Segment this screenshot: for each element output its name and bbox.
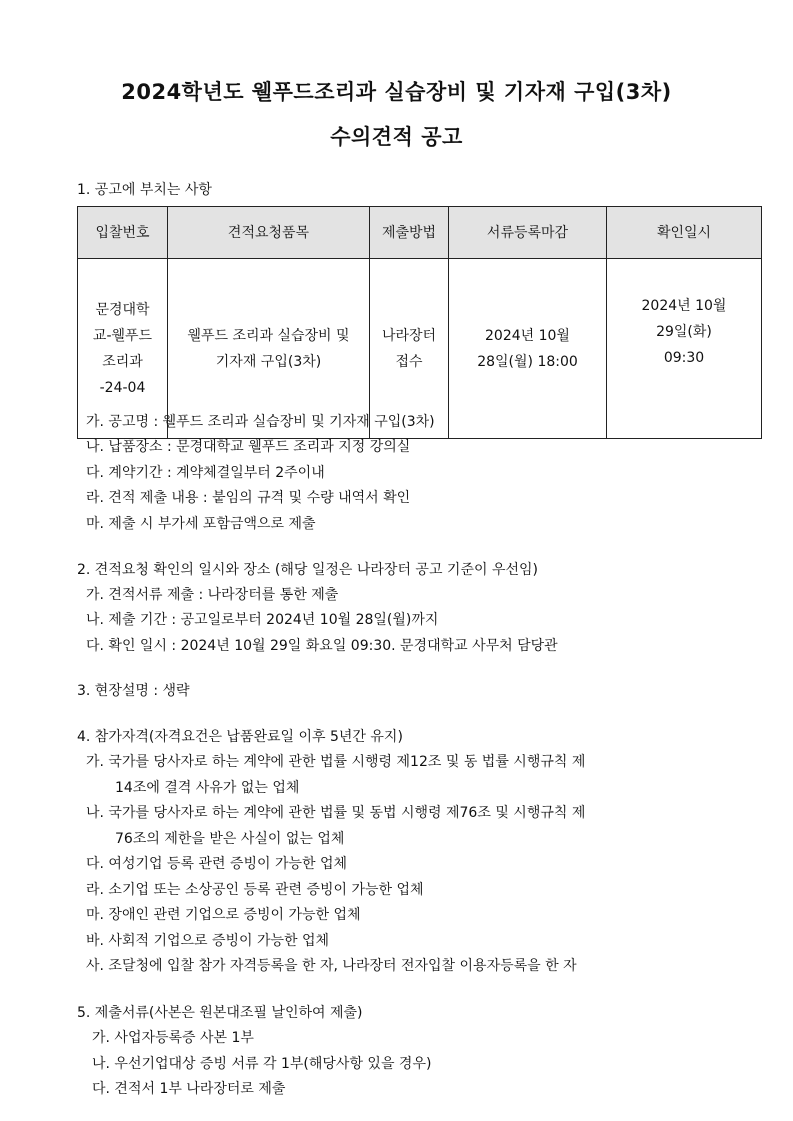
section5-heading: 5. 제출서류(사본은 원본대조필 날인하여 제출): [77, 1005, 363, 1021]
cell-text: 접수: [395, 353, 423, 370]
list-item-continuation: 14조에 결격 사유가 없는 업체: [115, 780, 300, 796]
list-item: 가. 공고명 : 웰푸드 조리과 실습장비 및 기자재 구입(3차): [86, 414, 435, 430]
bid-table: [77, 206, 762, 439]
list-item: 마. 제출 시 부가세 포함금액으로 제출: [86, 516, 316, 532]
cell-confirm: [607, 259, 762, 439]
section2-heading: 2. 견적요청 확인의 일시와 장소 (해당 일정은 나라장터 공고 기준이 우선임): [77, 562, 538, 578]
table-row: [78, 259, 762, 439]
list-item: 사. 조달청에 입찰 참가 자격등록을 한 자, 나라장터 전자입찰 이용자등록을 한 자: [86, 958, 577, 974]
cell-text: 나라장터: [381, 327, 437, 344]
list-item: 가. 견적서류 제출 : 나라장터를 통한 제출: [86, 587, 339, 603]
cell-text: 28일(월) 18:00: [477, 353, 578, 370]
cell-text: 기자재 구입(3차): [215, 353, 322, 370]
list-item: 나. 국가를 당사자로 하는 계약에 관한 법률 및 동법 시행령 제76조 및 시행규칙 제: [86, 805, 586, 821]
cell-bid-no: [78, 259, 168, 439]
list-item: 바. 사회적 기업으로 증빙이 가능한 업체: [86, 933, 330, 949]
list-item: 나. 우선기업대상 증빙 서류 각 1부(해당사항 있을 경우): [92, 1056, 432, 1072]
cell-text: -24-04: [99, 379, 146, 396]
cell-item: [168, 259, 370, 439]
section3-heading: 3. 현장설명 : 생략: [77, 683, 190, 699]
section4-heading: 4. 참가자격(자격요건은 납품완료일 이후 5년간 유지): [77, 729, 403, 745]
header-bid-no: 입찰번호: [78, 207, 168, 259]
cell-text: 조리과: [102, 353, 143, 370]
header-item: 견적요청품목: [168, 207, 370, 259]
cell-text: 웰푸드 조리과 실습장비 및: [187, 327, 350, 344]
list-item: 나. 제출 기간 : 공고일로부터 2024년 10월 28일(월)까지: [86, 612, 439, 628]
header-confirm: 확인일시: [607, 207, 762, 259]
list-item: 가. 국가를 당사자로 하는 계약에 관한 법률 시행령 제12조 및 동 법률 시행규칙 제: [86, 754, 586, 770]
cell-text: 2024년 10월: [485, 327, 570, 344]
cell-method: [370, 259, 449, 439]
list-item: 라. 견적 제출 내용 : 붙임의 규격 및 수량 내역서 확인: [86, 490, 411, 506]
list-item: 나. 납품장소 : 문경대학교 웰푸드 조리과 지정 강의실: [86, 439, 411, 455]
cell-deadline: [449, 259, 607, 439]
cell-text: 29일(화): [656, 324, 712, 340]
list-item: 다. 여성기업 등록 관련 증빙이 가능한 업체: [86, 856, 348, 872]
list-item: 다. 계약기간 : 계약체결일부터 2주이내: [86, 465, 325, 481]
cell-text: 교-웰푸드: [92, 327, 153, 344]
header-deadline: 서류등록마감: [449, 207, 607, 259]
list-item: 라. 소기업 또는 소상공인 등록 관련 증빙이 가능한 업체: [86, 882, 424, 898]
document-subtitle: 수의견적 공고: [330, 125, 463, 149]
section1-heading: 1. 공고에 부치는 사항: [77, 182, 212, 198]
list-item: 다. 견적서 1부 나라장터로 제출: [92, 1081, 286, 1097]
list-item-continuation: 76조의 제한을 받은 사실이 없는 업체: [115, 831, 345, 847]
table-header-row: [78, 207, 762, 259]
cell-text: 문경대학: [95, 301, 150, 318]
list-item: 마. 장애인 관련 기업으로 증빙이 가능한 업체: [86, 907, 361, 923]
cell-text: 2024년 10월: [641, 298, 727, 314]
list-item: 다. 확인 일시 : 2024년 10월 29일 화요일 09:30. 문경대학교 사무처 담당관: [86, 638, 558, 654]
header-method: 제출방법: [370, 207, 449, 259]
document-title: 2024학년도 웰푸드조리과 실습장비 및 기자재 구입(3차): [121, 80, 672, 104]
cell-text: 09:30: [663, 350, 705, 366]
list-item: 가. 사업자등록증 사본 1부: [92, 1030, 254, 1046]
